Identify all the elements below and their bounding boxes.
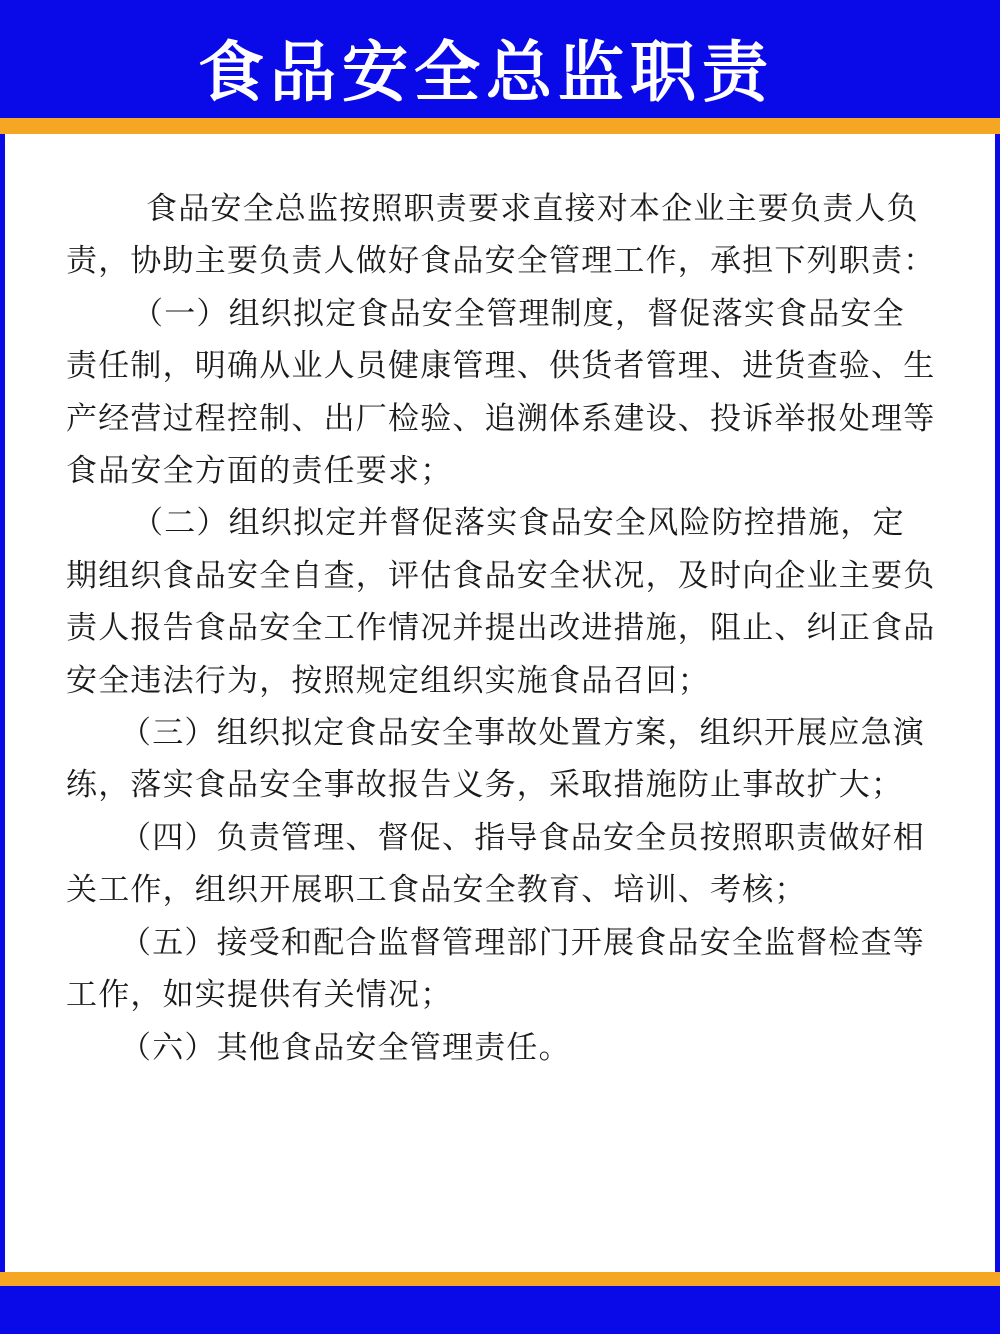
header-band <box>0 0 1000 118</box>
intro-paragraph: 食品安全总监按照职责要求直接对本企业主要负责人负责，协助主要负责人做好食品安全管理工作，承担下列职责： <box>66 191 936 280</box>
footer-accent-stripe <box>0 1272 1000 1286</box>
duty-item-1: （一）组织拟定食品安全管理制度，督促落实食品安全责任制，明确从业人员健康管理、供货者管理、进货查验、生产经营过程控制、出厂检验、追溯体系建设、投诉举报处理等食品安全方面的责任要求； <box>66 295 936 490</box>
duty-item-6: （六）其他食品安全管理责任。 <box>120 1029 571 1066</box>
sign-body <box>66 183 936 1074</box>
duty-item-5: （五）接受和配合监督管理部门开展食品安全监督检查等工作，如实提供有关情况； <box>66 924 925 1014</box>
footer-band <box>0 1286 1000 1334</box>
duty-item-2: （二）组织拟定并督促落实食品安全风险防控措施，定期组织食品安全自查，评估食品安全状况，及时向企业主要负责人报告食品安全工作情况并提出改进措施，阻止、纠正食品安全违法行为，按照规定组织实施食品召回； <box>66 505 936 699</box>
duty-item-3: （三）组织拟定食品安全事故处置方案，组织开展应急演练，落实食品安全事故报告义务，采取措施防止事故扩大； <box>66 715 925 804</box>
duty-item-4: （四）负责管理、督促、指导食品安全员按照职责做好相关工作，组织开展职工食品安全教育、培训、考核； <box>66 819 925 909</box>
sign-title: 食品安全总监职责 <box>198 34 774 111</box>
header-accent-stripe <box>0 118 1000 134</box>
